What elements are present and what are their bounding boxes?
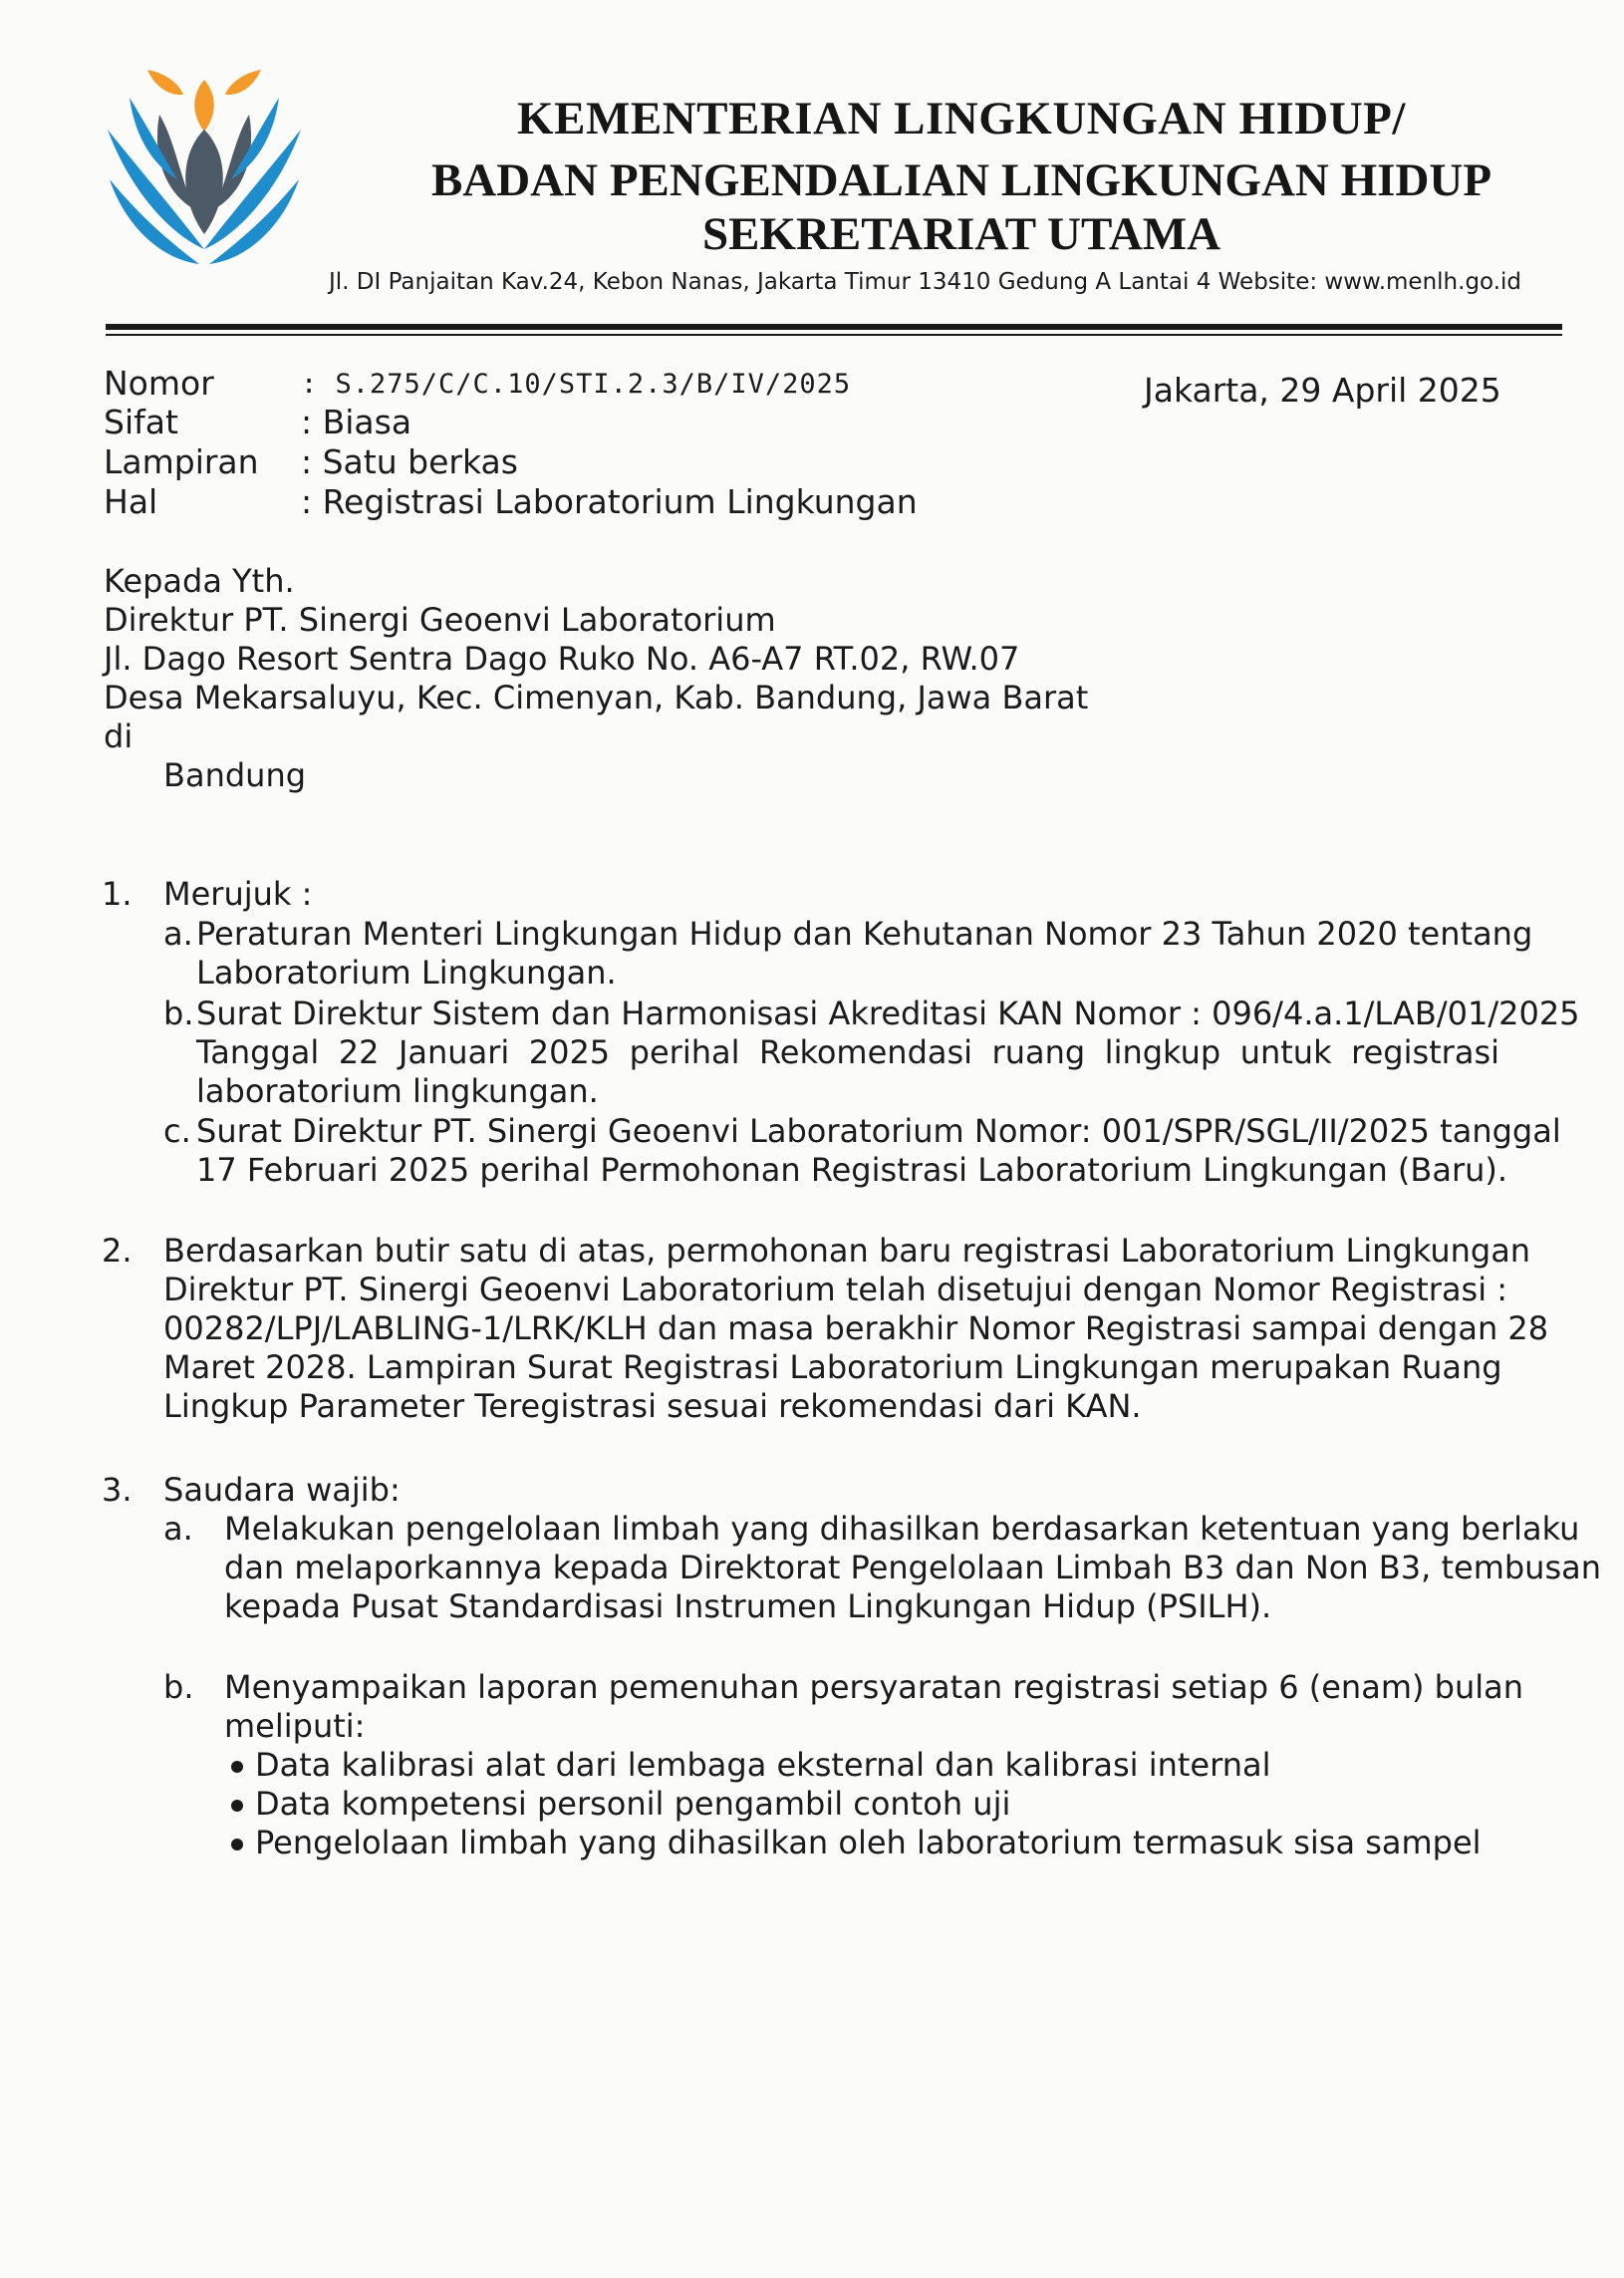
item-1a-label: a. <box>163 915 193 953</box>
paragraph-3-number: 3. <box>102 1471 133 1509</box>
item-1c-line-1: Surat Direktur PT. Sinergi Geoenvi Laboratorium Nomor: 001/SPR/SGL/II/2025 tanggal <box>196 1112 1561 1150</box>
recipient-di: di <box>104 717 134 755</box>
item-3a-label: a. <box>163 1510 193 1548</box>
nomor-value: : S.275/C/C.10/STI.2.3/B/IV/2025 <box>301 369 852 400</box>
header-ministry-name: KEMENTERIAN LINGKUNGAN HIDUP/ <box>517 93 1406 144</box>
recipient-name: Direktur PT. Sinergi Geoenvi Laboratorium <box>104 601 776 639</box>
header-divider-thick <box>106 324 1562 330</box>
ministry-logo-icon <box>100 60 309 269</box>
item-3b-label: b. <box>163 1668 194 1706</box>
item-1a-line-2: Laboratorium Lingkungan. <box>196 954 617 992</box>
item-3a-line-1: Melakukan pengelolaan limbah yang dihasilkan berdasarkan ketentuan yang berlaku <box>224 1510 1580 1548</box>
requirement-bullet <box>231 1746 1270 1784</box>
item-1b-line-3: laboratorium lingkungan. <box>196 1072 599 1110</box>
paragraph-2-line-4: Maret 2028. Lampiran Surat Registrasi Laboratorium Lingkungan merupakan Ruang <box>163 1348 1502 1386</box>
item-1b-line-1: Surat Direktur Sistem dan Harmonisasi Akreditasi KAN Nomor : 096/4.a.1/LAB/01/2025 <box>196 995 1580 1032</box>
item-1b-line-2: Tanggal 22 Januari 2025 perihal Rekomendasi ruang lingkup untuk registrasi <box>196 1033 1499 1071</box>
lampiran-value: : Satu berkas <box>301 442 518 481</box>
bullet-dot-icon <box>231 1761 243 1773</box>
lampiran-label: Lampiran <box>104 442 259 481</box>
header-agency-name: BADAN PENGENDALIAN LINGKUNGAN HIDUP <box>430 154 1492 206</box>
nomor-label: Nomor <box>104 364 214 403</box>
letter-date: Jakarta, 29 April 2025 <box>1144 371 1501 410</box>
requirement-bullet-text: Data kalibrasi alat dari lembaga eksternal dan kalibrasi internal <box>255 1746 1271 1784</box>
paragraph-2-line-2: Direktur PT. Sinergi Geoenvi Laboratorium telah disetujui dengan Nomor Registrasi : <box>163 1271 1508 1308</box>
hal-label: Hal <box>104 482 158 521</box>
item-3b-line-1: Menyampaikan laporan pemenuhan persyaratan registrasi setiap 6 (enam) bulan <box>224 1668 1524 1706</box>
paragraph-2-line-3: 00282/LPJ/LABLING-1/LRK/KLH dan masa berakhir Nomor Registrasi sampai dengan 28 <box>163 1309 1549 1347</box>
paragraph-1-title: Merujuk : <box>163 875 313 913</box>
hal-value: : Registrasi Laboratorium Lingkungan <box>301 482 918 521</box>
header-address: Jl. DI Panjaitan Kav.24, Kebon Nanas, Jakarta Timur 13410 Gedung A Lantai 4 Website: www.menlh.go.id <box>329 269 1522 295</box>
paragraph-3-title: Saudara wajib: <box>163 1471 401 1509</box>
paragraph-2-line-5: Lingkup Parameter Teregistrasi sesuai rekomendasi dari KAN. <box>163 1387 1142 1425</box>
item-3a-line-2: dan melaporkannya kepada Direktorat Pengelolaan Limbah B3 dan Non B3, tembusan <box>224 1549 1602 1586</box>
item-1a-line-1: Peraturan Menteri Lingkungan Hidup dan Kehutanan Nomor 23 Tahun 2020 tentang <box>196 915 1533 953</box>
sifat-label: Sifat <box>104 403 178 441</box>
bullet-dot-icon <box>231 1800 243 1812</box>
paragraph-2-line-1: Berdasarkan butir satu di atas, permohonan baru registrasi Laboratorium Lingkungan <box>163 1232 1531 1270</box>
paragraph-2-number: 2. <box>102 1232 133 1270</box>
requirement-bullet-text: Pengelolaan limbah yang dihasilkan oleh laboratorium termasuk sisa sampel <box>255 1824 1482 1861</box>
requirement-bullet <box>231 1785 1010 1823</box>
item-1b-label: b. <box>163 995 194 1032</box>
sifat-value: : Biasa <box>301 403 412 441</box>
requirement-bullet <box>231 1824 1482 1861</box>
item-3a-line-3: kepada Pusat Standardisasi Instrumen Lingkungan Hidup (PSILH). <box>224 1587 1272 1625</box>
recipient-street: Jl. Dago Resort Sentra Dago Ruko No. A6-A7 RT.02, RW.07 <box>104 640 1020 678</box>
header-secretariat: SEKRETARIAT UTAMA <box>701 208 1221 260</box>
recipient-region: Desa Mekarsaluyu, Kec. Cimenyan, Kab. Bandung, Jawa Barat <box>104 679 1089 716</box>
item-1c-label: c. <box>163 1112 191 1150</box>
item-1c-line-2: 17 Februari 2025 perihal Permohonan Registrasi Laboratorium Lingkungan (Baru). <box>196 1151 1508 1189</box>
recipient-greeting: Kepada Yth. <box>104 562 295 600</box>
header-divider-thin <box>106 334 1562 336</box>
bullet-dot-icon <box>231 1839 243 1851</box>
item-3b-line-2: meliputi: <box>224 1707 366 1745</box>
paragraph-1-number: 1. <box>102 875 133 913</box>
recipient-city: Bandung <box>163 756 307 794</box>
requirement-bullet-text: Data kompetensi personil pengambil contoh uji <box>255 1785 1011 1823</box>
